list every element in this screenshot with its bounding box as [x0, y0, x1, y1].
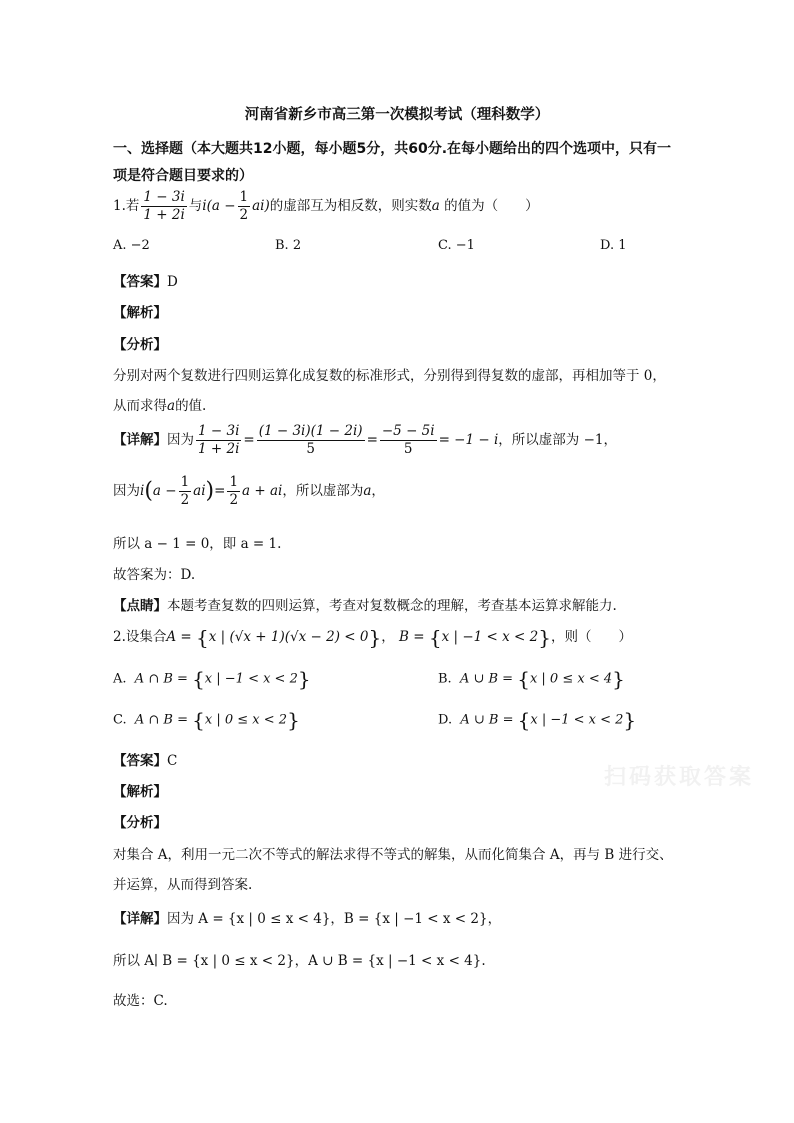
q1-option-c: C. −1 [438, 238, 475, 253]
q1-detail-line4: 故答案为：D. [113, 567, 196, 583]
q2-detail-line2: 所以 A∣ B = {x | 0 ≤ x < 2}，A ∪ B = {x | −1 < x < 4}. [113, 953, 486, 969]
q1-answer: 【答案】D [113, 274, 178, 290]
q2-answer: 【答案】C [113, 753, 178, 769]
q2-detail-line3: 故选：C. [113, 993, 168, 1009]
q1-stem: 1.若 $\frac{1 - 3i}{1 + 2i}$ 与i(a − $\frac{1}{2}$ ai)的虚部互为相反数，则实数a 的值为（ ） [113, 189, 539, 223]
q1-option-d: D. 1 [600, 238, 627, 253]
q1-option-b: B. 2 [275, 238, 302, 253]
q1-fenxi-line1: 分别对两个复数进行四则运算化成复数的标准形式，分别得到得复数的虚部，再相加等于 0， [113, 368, 666, 384]
q2-fenxi-tag: 【分析】 [113, 815, 167, 831]
q1-detail-line3: 所以 a − 1 = 0，即 a = 1. [113, 536, 282, 552]
q2-option-a: A. A ∩ B = {x | −1 < x < 2} [113, 667, 311, 691]
section-heading-line1: 一、选择题（本大题共12小题，每小题5分，共60分.在每小题给出的四个选项中，只有一 [113, 141, 672, 157]
q2-detail-line1: 【详解】因为 A = {x | 0 ≤ x < 4}，B = {x | −1 < x < 2}， [113, 911, 502, 927]
q1-fenxi-tag: 【分析】 [113, 337, 167, 353]
q2-fenxi-line1: 对集合 A，利用一元二次不等式的解法求得不等式的解集，从而化简集合 A，再与 B 进行交、 [113, 847, 673, 863]
q1-detail-line1: 【详解】因为 $\frac{1 - 3i}{1 + 2i}$ = $\frac{(1 - 3i)(1 - 2i)}{5}$ = $\frac{-5 - 5i}{5}$ = −1 − i，所以虚部为 −1， [113, 423, 617, 457]
watermark: 扫码获取答案 [603, 765, 754, 790]
q2-analysis-tag: 【解析】 [113, 784, 167, 800]
page-title: 河南省新乡市高三第一次模拟考试（理科数学） [244, 107, 550, 123]
q1-option-a: A. −2 [113, 238, 150, 253]
q1-detail-line2: 因为i(a − $\frac{1}{2}$ ai)= $\frac{1}{2}$ a + ai，所以虚部为a， [113, 474, 385, 508]
section-heading-line2: 项是符合题目要求的） [113, 168, 253, 184]
q2-option-c: C. A ∩ B = {x | 0 ≤ x < 2} [113, 708, 300, 732]
q1-analysis-tag: 【解析】 [113, 305, 167, 321]
q2-option-d: D. A ∪ B = {x | −1 < x < 2} [438, 708, 637, 732]
q2-option-b: B. A ∪ B = {x | 0 ≤ x < 4} [438, 667, 625, 691]
q1-fraction: $\frac{1 - 3i}{1 + 2i}$ [143, 189, 185, 223]
q1-fenxi-line2: 从而求得a的值. [113, 398, 207, 414]
q2-fenxi-line2: 并运算，从而得到答案. [113, 877, 253, 893]
q2-stem: 2.设集合A = {x | (√x + 1)(√x − 2) < 0}， B = {x | −1 < x < 2}，则（ ） [113, 625, 632, 650]
q1-point: 【点睛】本题考查复数的四则运算，考查对复数概念的理解，考查基本运算求解能力. [113, 598, 617, 614]
